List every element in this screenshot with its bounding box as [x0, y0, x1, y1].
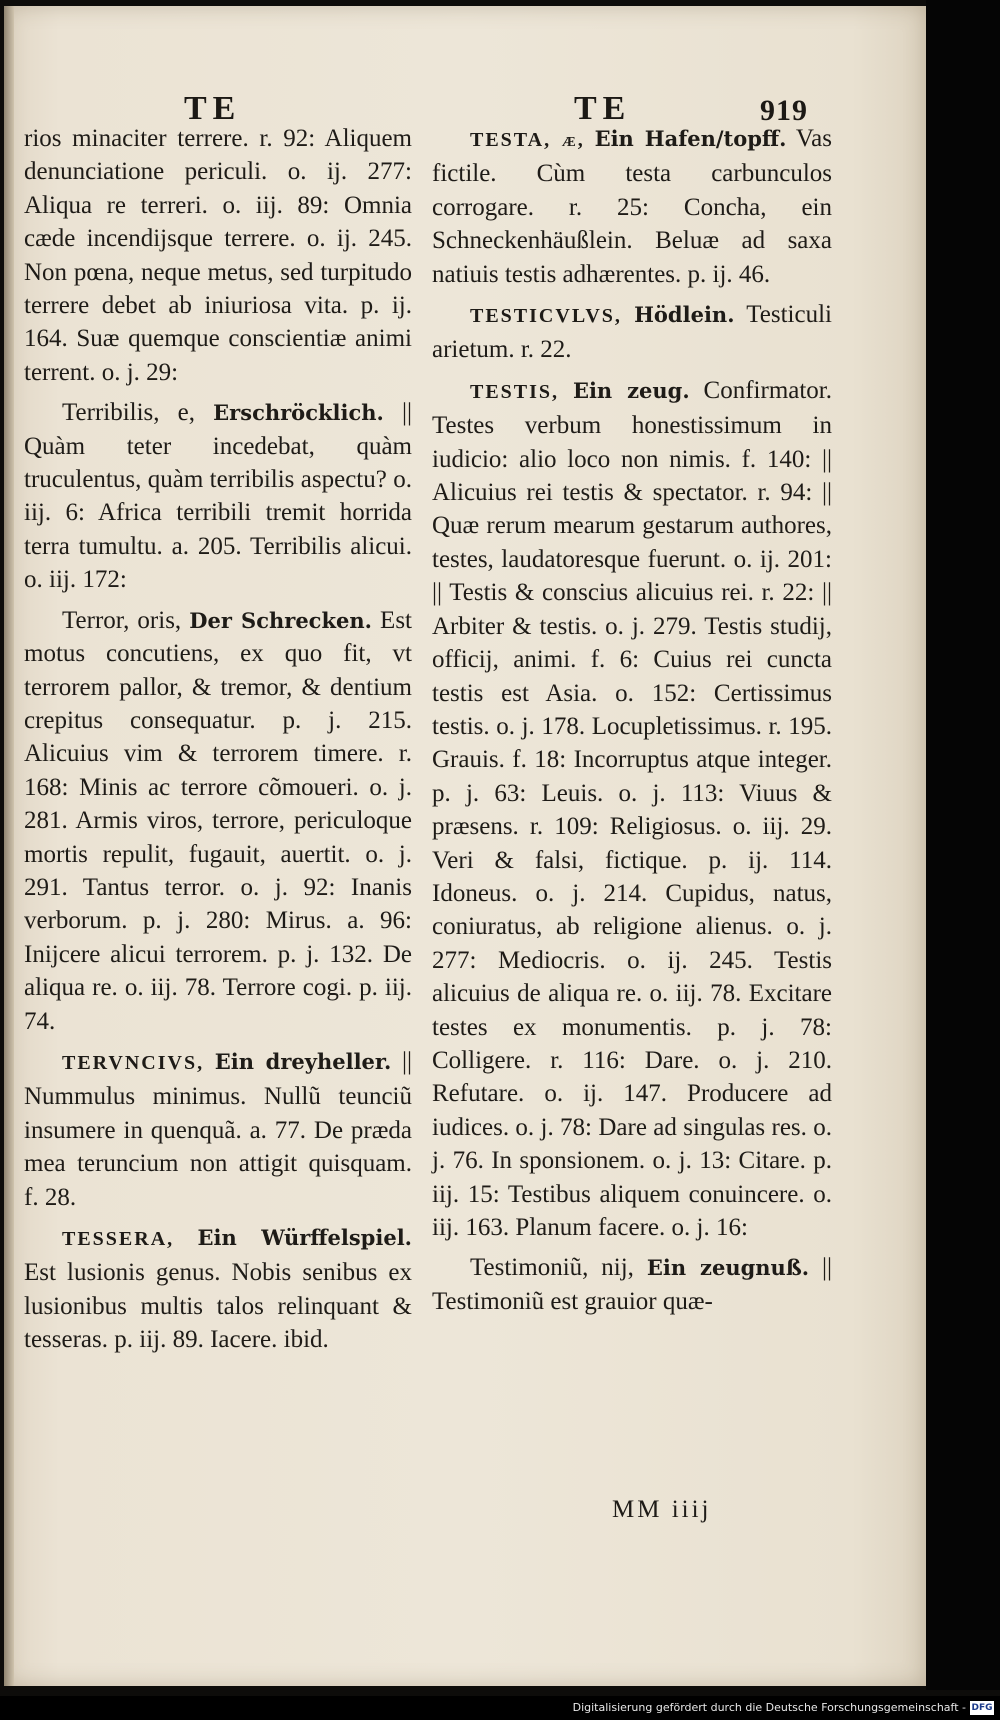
entry-tessera [24, 1221, 412, 1357]
entry-headword: TESTICVLVS, [470, 305, 622, 328]
entry-german: Erschröcklich. [213, 400, 384, 426]
entry-text: || Nummulus minimus. Nullũ teunciũ insumere in quenquã. a. 77. De præda mea teruncium non attigit quisquam. f. 28. [24, 1047, 413, 1211]
running-head-center: TE [574, 90, 632, 127]
entry-testiculus [432, 298, 832, 367]
scan-background-strip [926, 0, 1000, 1690]
entry-text: Est lusionis genus. Nobis senibus ex lusionibus multis talos relinquant & tesseras. p. iij. 89. Iacere. ibid. [24, 1259, 412, 1354]
page-number: 919 [760, 94, 808, 127]
entry-teruncius [24, 1045, 412, 1214]
entry-german: Ein Hafen/topff. [594, 126, 787, 151]
entry-text: || Testimoniũ est grauior quæ- [432, 1254, 833, 1315]
book-page [4, 6, 926, 1686]
entry-headword: TESTIS, [470, 380, 560, 403]
entry-headword: Terribilis, e, [62, 399, 196, 427]
entry-text: Est motus concutiens, ex quo fit, vt terrorem pallor, & tremor, & dentium crepitus consequatur. p. j. 215. Alicuius vim & terrorem timere. r. 168: Minis ac terrore cõmoueri. o. j. 281. Armis viros, terrore, periculoque mortis repulit, fugauit, auertit. o. j. 291. Tantus terror. o. j. 92: Inanis verborum. p. j. 280: Mirus. a. 96: Inijcere alicui terrorem. p. j. 132. De aliqua re. o. iij. 78. Terrore cogi. p. iij. 74. [24, 606, 412, 1035]
entry-testis [432, 374, 832, 1245]
entry-testa [432, 122, 832, 291]
entry-terribilis [24, 396, 412, 596]
entry-text: Testiculi arietum. r. 22. [432, 301, 832, 364]
left-column [24, 122, 412, 1364]
entry-german: Der Schrecken. [189, 607, 372, 633]
entry-headword: TESSERA, [62, 1228, 175, 1250]
page-gutter [4, 6, 14, 1686]
digitization-footer [0, 1696, 1000, 1720]
entry-headword: TERVNCIVS, [62, 1051, 205, 1074]
footer-credit: Digitalisierung gefördert durch die Deutsche Forschungsgemeinschaft - [572, 1701, 966, 1714]
entry-terror [24, 604, 412, 1038]
entry-continuation [24, 122, 412, 389]
entry-german: Ein Würffelspiel. [197, 1225, 412, 1250]
entry-text: Vas fictile. Cùm testa carbunculos corrogare. r. 25: Concha, ein Schneckenhäußlein. Beluæ ad saxa natiuis testis adhærentes. p. ij. 46. [432, 125, 832, 288]
entry-text: Confirmator. Testes verbum honestissimum in iudicio: alio loco non nimis. f. 140: || Alicuius rei testis & spectator. r. 94: || Quæ rerum mearum gestarum authores, testes, laudatoresque fuerunt. o. ij. 201: || Testis & conscius alicuius rei. r. 22: || Arbiter & testis. o. j. 279. Testis studij, officij, animi. f. 6: Cuius rei cuncta testis est Asia. o. 152: Certissimus testis. o. j. 178. Locupletissimus. r. 195. Grauis. f. 18: Incorruptus atque integer. p. j. 63: Leuis. o. j. 113: Viuus & præsens. r. 109: Religiosus. o. iij. 29. Veri & falsi, fictique. p. ij. 114. Idoneus. o. j. 214. Cupidus, natus, coniuratus, ab religione alienus. o. j. 277: Mediocris. o. ij. 245. Testis alicuius de aliqua re. o. iij. 78. Excitare testes ex monumentis. p. j. 78: Colligere. r. 116: Dare. o. j. 210. Refutare. o. ij. 147. Producere ad iudices. o. j. 78: Dare ad singulas res. o. j. 76. In sponsionem. o. j. 13: Citare. p. iij. 15: Testibus aliquem conuincere. o. iij. 163. Planum facere. o. j. 16: [432, 376, 833, 1241]
entry-headword: Testimoniũ, nij, [470, 1254, 634, 1282]
entry-headword: TESTA, æ, [470, 129, 585, 151]
running-head-left: TE [184, 90, 242, 127]
entry-german: Ein zeug. [572, 377, 690, 403]
entry-text: || Quàm teter incedebat, quàm truculentus, quàm terribilis aspectu? o. iij. 6: Africa terribili tremit horrida terra tumultu. a. 205. Terribilis alicui. o. iij. 172: [24, 399, 413, 594]
entry-german: Ein dreyheller. [214, 1048, 392, 1074]
signature-mark: MM iiij [612, 1496, 712, 1523]
entry-headword: Terror, oris, [62, 606, 182, 634]
entry-testimonium [432, 1251, 832, 1318]
entry-german: Hödlein. [634, 302, 735, 328]
entry-german: Ein zeugnuß. [646, 1255, 810, 1281]
entry-text: rios minaciter terrere. r. 92: Aliquem denunciatione periculi. o. ij. 277: Aliqua re terreri. o. iij. 89: Omnia cæde incendijsque terrere. o. ij. 245. Non pœna, neque metus, sed turpitudo terrere debet ab iniuriosa vita. p. ij. 164. Suæ quemque conscientiæ animi terrent. o. j. 29: [24, 125, 412, 386]
right-column [432, 122, 832, 1325]
dfg-logo: DFG [971, 1703, 993, 1713]
